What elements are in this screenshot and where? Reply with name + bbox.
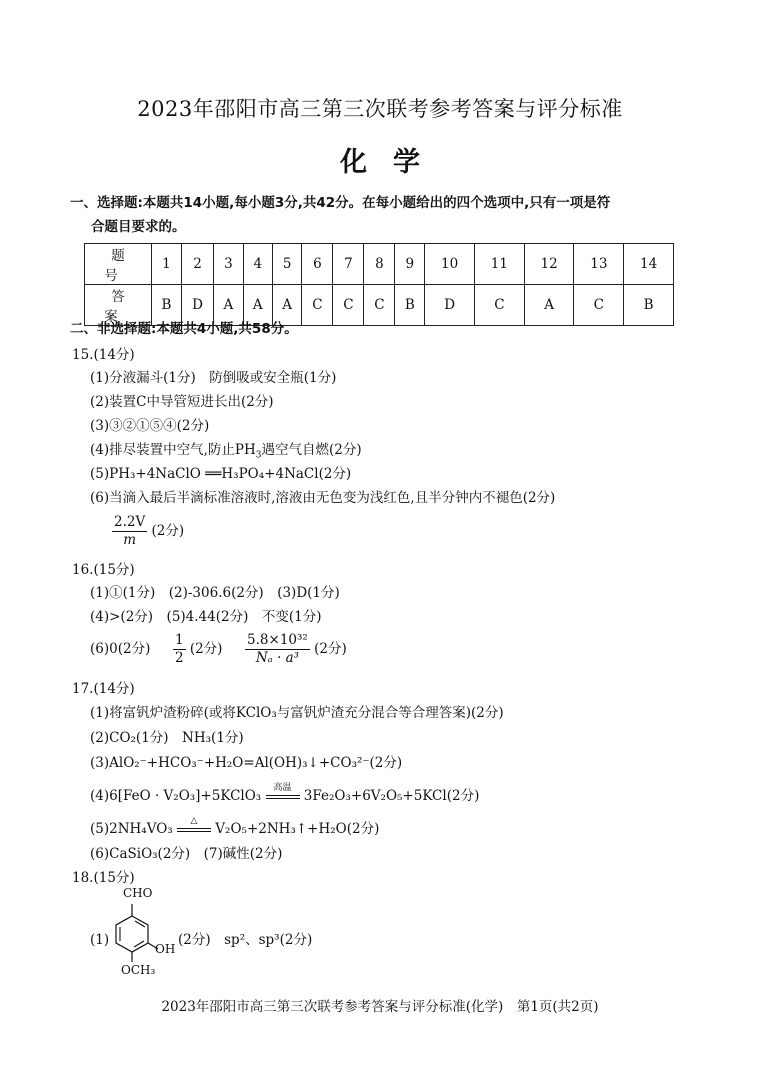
answer-table-number-cell: 4 bbox=[243, 244, 272, 285]
section2-heading: 二、非选择题:本题共4小题,共58分。 bbox=[70, 321, 298, 337]
q15-fraction-score: (2分) bbox=[151, 523, 185, 539]
section1-heading-line2: 合题目要求的。 bbox=[91, 219, 186, 235]
q16-fraction-half bbox=[173, 632, 186, 667]
q17-answer-3: (3)AlO₂⁻+HCO₃⁻+H₂O=Al(OH)₃↓+CO₃²⁻(2分) bbox=[90, 755, 403, 771]
q16-answer-3-a: (6)0(2分) bbox=[90, 641, 151, 657]
q17-answer-5-a: (5)2NH₄VO₃ bbox=[90, 821, 173, 837]
q15-label: 15.(14分) bbox=[72, 347, 135, 363]
q18-answer-1-prefix: (1) bbox=[90, 932, 110, 948]
q15-answer-1: (1)分液漏斗(1分) 防倒吸或安全瓶(1分) bbox=[90, 370, 337, 386]
q15-fraction bbox=[112, 514, 147, 549]
q16-fraction-density-score: (2分) bbox=[314, 641, 347, 657]
answer-table-answer-cell: D bbox=[181, 285, 213, 326]
answer-table-answer-cell: A bbox=[243, 285, 272, 326]
answer-table-number-cell: 5 bbox=[272, 244, 301, 285]
answer-table-answer-cell: A bbox=[214, 285, 243, 326]
q17-answer-5 bbox=[90, 815, 380, 839]
q16-answer-2: (4)>(2分) (5)4.44(2分) 不变(1分) bbox=[90, 609, 322, 625]
answer-table-number-cell: 2 bbox=[181, 244, 213, 285]
answer-table-number-cell: 11 bbox=[475, 244, 525, 285]
structure-oh-label: OH bbox=[155, 942, 176, 956]
subject-title: 化学 bbox=[340, 147, 446, 178]
answer-table-number-cell: 12 bbox=[524, 244, 574, 285]
q17-answer-6: (6)CaSiO₃(2分) (7)碱性(2分) bbox=[90, 846, 283, 862]
q16-fraction-half-num: 1 bbox=[174, 632, 184, 648]
q16-answer-3 bbox=[90, 632, 347, 667]
answer-table-answer-cell: B bbox=[152, 285, 182, 326]
q16-fraction-density-den: Nₐ · a³ bbox=[255, 650, 300, 666]
answer-table-number-cell: 9 bbox=[395, 244, 425, 285]
vanillin-structure bbox=[108, 886, 178, 996]
answer-table-number-row bbox=[85, 244, 674, 285]
q15-answer-4-b: 遇空气自燃(2分) bbox=[261, 442, 362, 458]
q17-answer-1: (1)将富钒炉渣粉碎(或将KClO₃与富钒炉渣充分混合等合理答案)(2分) bbox=[90, 705, 504, 721]
q16-label: 16.(15分) bbox=[72, 562, 135, 578]
answer-table-answer-cell: C bbox=[364, 285, 395, 326]
q17-label: 17.(14分) bbox=[72, 681, 135, 697]
section1-heading-line1: 一、选择题:本题共14小题,每小题3分,共42分。在每小题给出的四个选项中,只有一项是符 bbox=[70, 195, 611, 211]
answer-table-answer-cell: C bbox=[302, 285, 333, 326]
answer-table-number-cell: 6 bbox=[302, 244, 333, 285]
answer-table-number-cell: 10 bbox=[425, 244, 475, 285]
answer-table-answer-cell: A bbox=[524, 285, 574, 326]
q17-answer-4-arrow bbox=[266, 782, 300, 804]
q15-fraction-numerator: 2.2V bbox=[114, 514, 146, 530]
q15-answer-5: (5)PH₃+4NaClO ══H₃PO₄+4NaCl(2分) bbox=[90, 466, 352, 482]
page-footer: 2023年邵阳市高三第三次联考参考答案与评分标准(化学) 第1页(共2页) bbox=[161, 999, 599, 1015]
q15-fraction-denominator: m bbox=[123, 532, 137, 548]
q17-answer-5-arrow bbox=[177, 815, 211, 837]
q17-answer-4-a: (4)6[FeO · V₂O₃]+5KClO₃ bbox=[90, 788, 262, 804]
answer-table-answer-cell: B bbox=[395, 285, 425, 326]
q16-fraction-half-score: (2分) bbox=[189, 641, 223, 657]
answer-table-number-cell: 14 bbox=[624, 244, 674, 285]
answer-table bbox=[84, 243, 674, 326]
q15-fraction-line bbox=[112, 514, 184, 549]
answer-table-number-cell: 8 bbox=[364, 244, 395, 285]
q16-fraction-density-num: 5.8×10³² bbox=[247, 632, 308, 648]
answer-table-answer-cell: C bbox=[333, 285, 364, 326]
q17-answer-2: (2)CO₂(1分) NH₃(1分) bbox=[90, 730, 244, 746]
q17-answer-5-b: V₂O₅+2NH₃↑+H₂O(2分) bbox=[215, 821, 380, 837]
answer-table-number-cell: 13 bbox=[574, 244, 624, 285]
q18-label: 18.(15分) bbox=[72, 870, 135, 886]
q16-fraction-half-den: 2 bbox=[174, 650, 184, 666]
q15-answer-2: (2)装置C中导管短进长出(2分) bbox=[90, 394, 274, 410]
q17-answer-4 bbox=[90, 782, 480, 806]
answer-table-answer-cell: C bbox=[475, 285, 525, 326]
structure-och3-label: OCH₃ bbox=[121, 963, 156, 977]
q17-answer-5-condition: △ bbox=[190, 815, 198, 826]
answer-table-answer-cell: A bbox=[272, 285, 301, 326]
q15-answer-3: (3)③②①⑤④(2分) bbox=[90, 418, 210, 434]
q15-answer-6: (6)当滴入最后半滴标准溶液时,溶液由无色变为浅红色,且半分钟内不褪色(2分) bbox=[90, 490, 556, 506]
answer-table-answer-label: 答案 bbox=[85, 285, 152, 326]
answer-table-answer-cell: D bbox=[425, 285, 475, 326]
q16-fraction-density bbox=[245, 632, 310, 667]
q17-answer-4-condition: 高温 bbox=[273, 782, 292, 793]
q17-answer-4-b: 3Fe₂O₃+6V₂O₅+5KCl(2分) bbox=[303, 788, 480, 804]
page-title: 2023年邵阳市高三第三次联考参考答案与评分标准 bbox=[137, 97, 623, 121]
q15-answer-4 bbox=[90, 440, 362, 466]
q16-answer-1: (1)①(1分) (2)-306.6(2分) (3)D(1分) bbox=[90, 585, 340, 601]
q15-answer-4-a: (4)排尽装置中空气,防止PH bbox=[90, 442, 256, 458]
section1-heading bbox=[70, 191, 695, 239]
answer-table-answer-cell: B bbox=[624, 285, 674, 326]
answer-table-number-cell: 7 bbox=[333, 244, 364, 285]
q18-answer-1-suffix: (2分) sp²、sp³(2分) bbox=[178, 932, 313, 948]
answer-table-number-label: 题号 bbox=[85, 244, 152, 285]
structure-cho-label: CHO bbox=[123, 886, 153, 900]
answer-table-answer-cell: C bbox=[574, 285, 624, 326]
q15-answer-4-sub: 3 bbox=[255, 450, 262, 461]
answer-table-number-cell: 3 bbox=[214, 244, 243, 285]
answer-table-number-cell: 1 bbox=[152, 244, 182, 285]
